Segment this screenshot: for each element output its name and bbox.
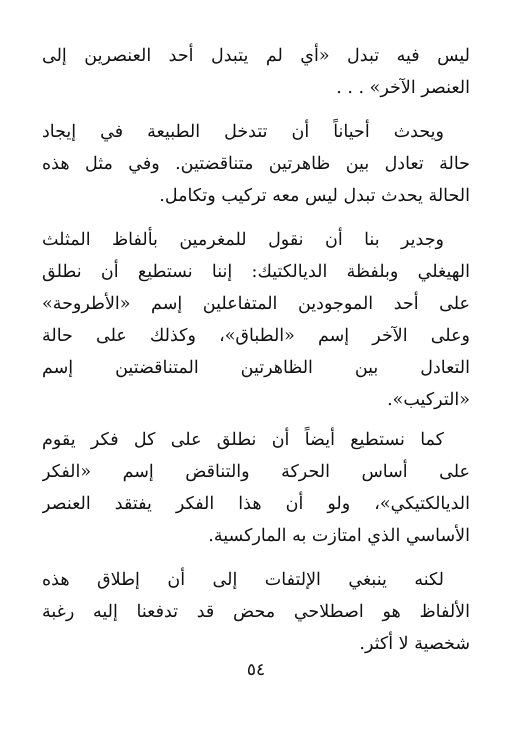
book-page [42,0,470,740]
text-line: التعادل بين الظاهرتين المتناقضتين إسم [42,358,470,378]
text-line: وعلى الآخر إسم «الطباق»، وكذلك على حالة [42,326,470,346]
page-number: ٥٤ [246,660,266,680]
text-line: الهيغلي وبلفظة الديالكتيك: إننا نستطيع أن نطلق [42,262,470,282]
text-line: ليس فيه تبدل «أي لم يتبدل أحد العنصرين إلى [42,46,470,66]
text-line: الديالكتيكي»، ولو أن هذا الفكر يفتقد العنصر [42,494,470,514]
text-line: العنصر الآخر» . . . [336,78,470,98]
text-line: لكنه ينبغي الإلتفات إلى أن إطلاق هذه [42,570,444,590]
text-line: شخصية لا أكثر. [359,634,470,654]
paragraph-5 [42,564,470,660]
text-line: الألفاظ هو اصطلاحي محض قد تدفعنا إليه رغبة [42,602,470,622]
paragraph-4 [42,424,470,552]
paragraph-1 [42,40,470,104]
text-line: على أحد الموجودين المتفاعلين إسم «الأطروحة» [42,294,470,314]
text-line: حالة تعادل بين ظاهرتين متناقضتين. وفي مثل هذه [42,154,470,174]
text-line: على أساس الحركة والتناقض إسم «الفكر [42,462,470,482]
text-line: الحالة يحدث تبدل ليس معه تركيب وتكامل. [159,186,470,206]
text-line: «التركيب». [387,390,470,410]
paragraph-3 [42,224,470,416]
text-line: وجدير بنا أن نقول للمغرمين بألفاظ المثلث [42,230,444,250]
text-line: كما نستطيع أيضاً أن نطلق على كل فكر يقوم [42,430,444,450]
text-line: ويحدث أحياناً أن تتدخل الطبيعة في إيجاد [42,122,444,142]
text-line: الأساسي الذي امتازت به الماركسية. [208,526,470,546]
paragraph-2 [42,116,470,212]
